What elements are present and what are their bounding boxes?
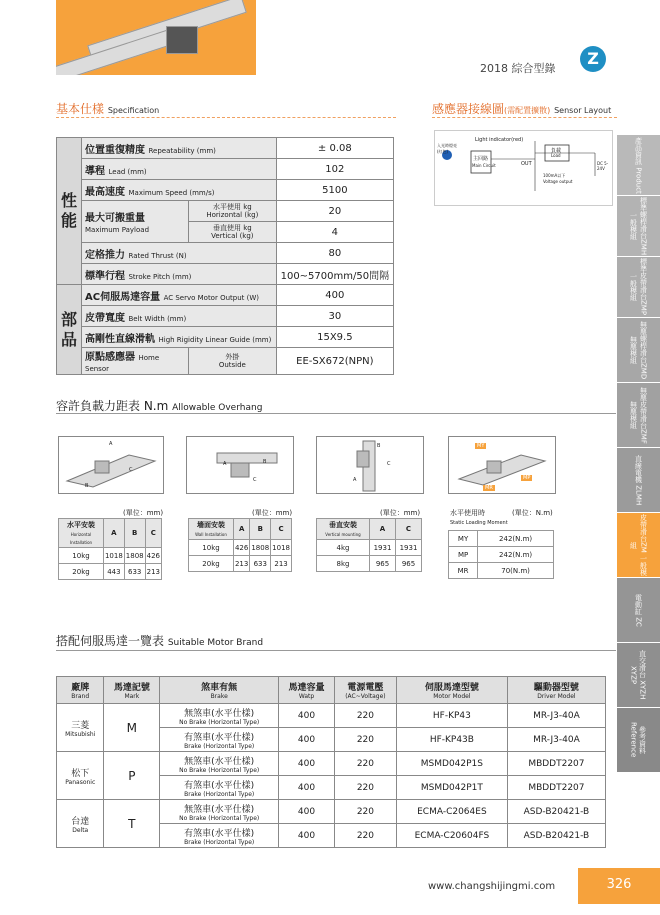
table-row: 8kg 965 965	[317, 556, 422, 572]
sidebar-tab-xyz[interactable]: 直交滑台 XYZH XYZP	[617, 643, 660, 707]
spec-value: EE-SX672(NPN)	[276, 348, 393, 375]
group-performance	[57, 138, 82, 285]
brand-cell: 三菱 Mitsubishi	[57, 704, 104, 752]
mark-cell: T	[104, 800, 160, 848]
motors-title	[56, 632, 263, 649]
footer-url[interactable]: www.changshijingmi.com	[428, 881, 556, 892]
spec-row	[57, 138, 394, 159]
light-on-label: 入光時燈亮(紅色)	[437, 143, 457, 154]
table-row: 有煞車(水平仕樣) Brake (Horizontal Type) 400 220 ECMA-C20604FS ASD-B20421-B	[57, 824, 606, 848]
divider	[56, 413, 616, 414]
spec-label: 標準行程 Stroke Pitch (mm)	[82, 264, 277, 285]
header-row: 廠牌 Brand 馬達記號 Mark 煞車有無 Brake 馬達容量 Watp 電源電壓 (AC~Voltage) 伺服馬達型號 Motor Model 驅動器型號 Driver Model	[57, 677, 606, 704]
brand-cell: 松下 Panasonic	[57, 752, 104, 800]
brake-cell: 有煞車(水平仕樣) Brake (Horizontal Type)	[160, 824, 279, 848]
brake-cell: 無煞車(水平仕樣) No Brake (Horizontal Type)	[160, 752, 279, 776]
spec-label: 原點感應器 Home Sensor	[82, 348, 189, 375]
product-hero-image	[56, 0, 256, 75]
unit-label: (單位：mm)	[252, 509, 293, 517]
spec-label: 位置重復精度 Repeatability (mm)	[82, 138, 277, 159]
sensor-title	[432, 100, 611, 117]
moment-diagram: MY MP MR	[448, 436, 556, 494]
main-circuit-en-label: Main Circuit	[472, 163, 496, 168]
sensor-title-note: (需配置擴散)	[504, 106, 551, 115]
spec-row	[57, 306, 394, 327]
spec-value: 5100	[276, 180, 393, 201]
spec-label: 高剛性直線滑軌 High Rigidity Linear Guide (mm)	[82, 327, 277, 348]
motors-title-en: Suitable Motor Brand	[167, 638, 264, 648]
divider	[56, 650, 616, 651]
sensor-diagram	[434, 130, 613, 206]
horizontal-diagram: A C B	[58, 436, 164, 494]
voltage-en-label: Voltage output	[543, 179, 573, 184]
spec-label: 皮帶寬度 Belt Width (mm)	[82, 306, 277, 327]
spec-value: 20	[276, 201, 393, 222]
dc-label: DC 5-24V	[597, 161, 609, 171]
sensor-wiring-svg	[435, 131, 612, 205]
table-row: 10kg 426 1808 1018	[189, 540, 292, 556]
static-label: 水平使用時 Static Loading Moment	[450, 509, 508, 526]
unit-label: (單位：mm)	[380, 509, 421, 517]
vertical-table: 垂直安裝 Vertical mounting A C 4kg 1931 1931 8kg 965 965	[316, 518, 422, 572]
spec-value: ± 0.08	[276, 138, 393, 159]
table-row: 松下 Panasonic P 無煞車(水平仕樣) No Brake (Horizontal Type) 400 220 MSMD042P1S MBDDT2207	[57, 752, 606, 776]
brake-cell: 有煞車(水平仕樣) Brake (Horizontal Type)	[160, 776, 279, 800]
static-table	[448, 530, 554, 579]
spec-row	[57, 201, 394, 222]
overhang-title	[56, 397, 262, 414]
table-row: 20kg 443 633 213	[59, 564, 162, 580]
table-header: 垂直安裝 Vertical mounting	[317, 519, 370, 540]
load-label: 負載	[551, 148, 562, 154]
spec-row	[57, 264, 394, 285]
sidebar-tab-reference[interactable]: 參考資料 Reference	[617, 708, 660, 772]
spec-row	[57, 285, 394, 306]
table-row: MP 242(N.m)	[449, 547, 554, 563]
overhang-title-en: Allowable Overhang	[172, 403, 263, 413]
spec-row	[57, 180, 394, 201]
table-row: MR 70(N.m)	[449, 563, 554, 579]
sidebar-tab-zmf[interactable]: 無塵皮帶滑台ZMF 無塵模組	[617, 383, 660, 447]
spec-label: 導程 Lead (mm)	[82, 159, 277, 180]
sidebar-tab-zmd[interactable]: 無塵螺桿滑台ZMD 無塵模組	[617, 318, 660, 382]
brake-cell: 無煞車(水平仕樣) No Brake (Horizontal Type)	[160, 800, 279, 824]
sidebar-tab-zmp[interactable]: 標準皮帶滑台ZMP 一般模組	[617, 257, 660, 317]
divider	[56, 117, 396, 118]
sensor-title-en: Sensor Layout	[554, 106, 612, 115]
spec-label: 定格推力 Rated Thrust (N)	[82, 243, 277, 264]
wall-table: 墻面安裝 Wall Installation A B C 10kg 426 1808 1018 20kg 213 633 213	[188, 518, 292, 572]
brake-cell: 有煞車(水平仕樣) Brake (Horizontal Type)	[160, 728, 279, 752]
table-row: 10kg 1018 1808 426	[59, 548, 162, 564]
motors-title-zh: 搭配伺服馬達一覽表	[56, 634, 165, 648]
sidebar-tab-zmh[interactable]: 標準螺桿滑台ZMH 一般模組	[617, 196, 660, 256]
table-row: 有煞車(水平仕樣) Brake (Horizontal Type) 400 220 HF-KP43B MR-J3-40A	[57, 728, 606, 752]
spec-title-zh: 基本仕樣	[56, 102, 105, 116]
catalog-year: 2018 綜合型錄	[480, 62, 556, 75]
brand-logo: Z	[580, 46, 606, 72]
spec-label: AC伺服馬達容量 AC Servo Motor Output (W)	[82, 285, 277, 306]
unit-label: (單位：N.m)	[512, 509, 553, 517]
spec-value: 4	[276, 222, 393, 243]
table-row: 三菱 Mitsubishi M 無煞車(水平仕樣) No Brake (Horizontal Type) 400 220 HF-KP43 MR-J3-40A	[57, 704, 606, 728]
spec-value: 80	[276, 243, 393, 264]
voltage-label: 100mA以下	[543, 173, 566, 178]
spec-row	[57, 348, 394, 375]
spec-sublabel: 垂直使用 kg Vertical (kg)	[189, 222, 277, 243]
divider	[432, 117, 617, 118]
out-label: OUT	[521, 161, 532, 167]
spec-value: 400	[276, 285, 393, 306]
spec-value: 30	[276, 306, 393, 327]
table-row: 有煞車(水平仕樣) Brake (Horizontal Type) 400 220 MSMD042P1T MBDDT2207	[57, 776, 606, 800]
sidebar-tab-product[interactable]: 產品資訊 Product	[617, 135, 660, 195]
mark-cell: M	[104, 704, 160, 752]
spec-table	[56, 137, 394, 375]
wall-diagram: A C B	[186, 436, 294, 494]
table-row: MY 242(N.m)	[449, 531, 554, 547]
brand-cell: 台達 Delta	[57, 800, 104, 848]
motor-table	[56, 676, 606, 848]
page-number: 326	[578, 868, 660, 904]
spec-title	[56, 100, 159, 117]
table-header: 墻面安裝 Wall Installation	[189, 519, 234, 540]
group-label: 性能	[61, 191, 78, 230]
table-row: 20kg 213 633 213	[189, 556, 292, 572]
table-row: 台達 Delta T 無煞車(水平仕樣) No Brake (Horizontal Type) 400 220 ECMA-C2064ES ASD-B20421-B	[57, 800, 606, 824]
spec-value: 102	[276, 159, 393, 180]
table-row: 4kg 1931 1931	[317, 540, 422, 556]
table-header: 水平安裝 Horizontal Installation	[59, 519, 104, 548]
light-indicator-label: Light indicator(red)	[475, 137, 524, 143]
brake-cell: 無煞車(水平仕樣) No Brake (Horizontal Type)	[160, 704, 279, 728]
group-parts	[57, 285, 82, 375]
group-label: 部品	[61, 309, 78, 349]
spec-title-en: Specification	[107, 106, 160, 115]
sensor-title-zh: 感應器接線圖	[432, 102, 505, 116]
spec-value: 100~5700mm/50間隔	[276, 264, 393, 285]
spec-sublabel: 水平使用 kg Horizontal (kg)	[189, 201, 277, 222]
sidebar-tab-zc[interactable]: 電動缸 ZC	[617, 578, 660, 642]
main-circuit-label: 主回路	[473, 156, 489, 162]
spec-sublabel: 外掛 Outside	[189, 348, 277, 375]
spec-value: 15X9.5	[276, 327, 393, 348]
horizontal-table: 水平安裝 Horizontal Installation A B C 10kg 1018 1808 426 20kg 443 633 213	[58, 518, 162, 580]
spec-label: 最高速度 Maximum Speed (mm/s)	[82, 180, 277, 201]
unit-label: (單位：mm)	[123, 509, 164, 517]
sidebar-tab-zm[interactable]: 皮帶滑台ZM 一般模組	[617, 513, 660, 577]
mark-cell: P	[104, 752, 160, 800]
vertical-diagram: A C B	[316, 436, 424, 494]
spec-label: 最大可搬重量 Maximum Payload	[82, 201, 189, 243]
load-en-label: Load	[551, 153, 561, 158]
spec-row	[57, 159, 394, 180]
spec-row	[57, 327, 394, 348]
sidebar-tab-zlmh[interactable]: 直線電機 ZLMH	[617, 448, 660, 512]
spec-row	[57, 243, 394, 264]
overhang-title-zh: 容許負載力距表 N.m	[56, 399, 169, 413]
